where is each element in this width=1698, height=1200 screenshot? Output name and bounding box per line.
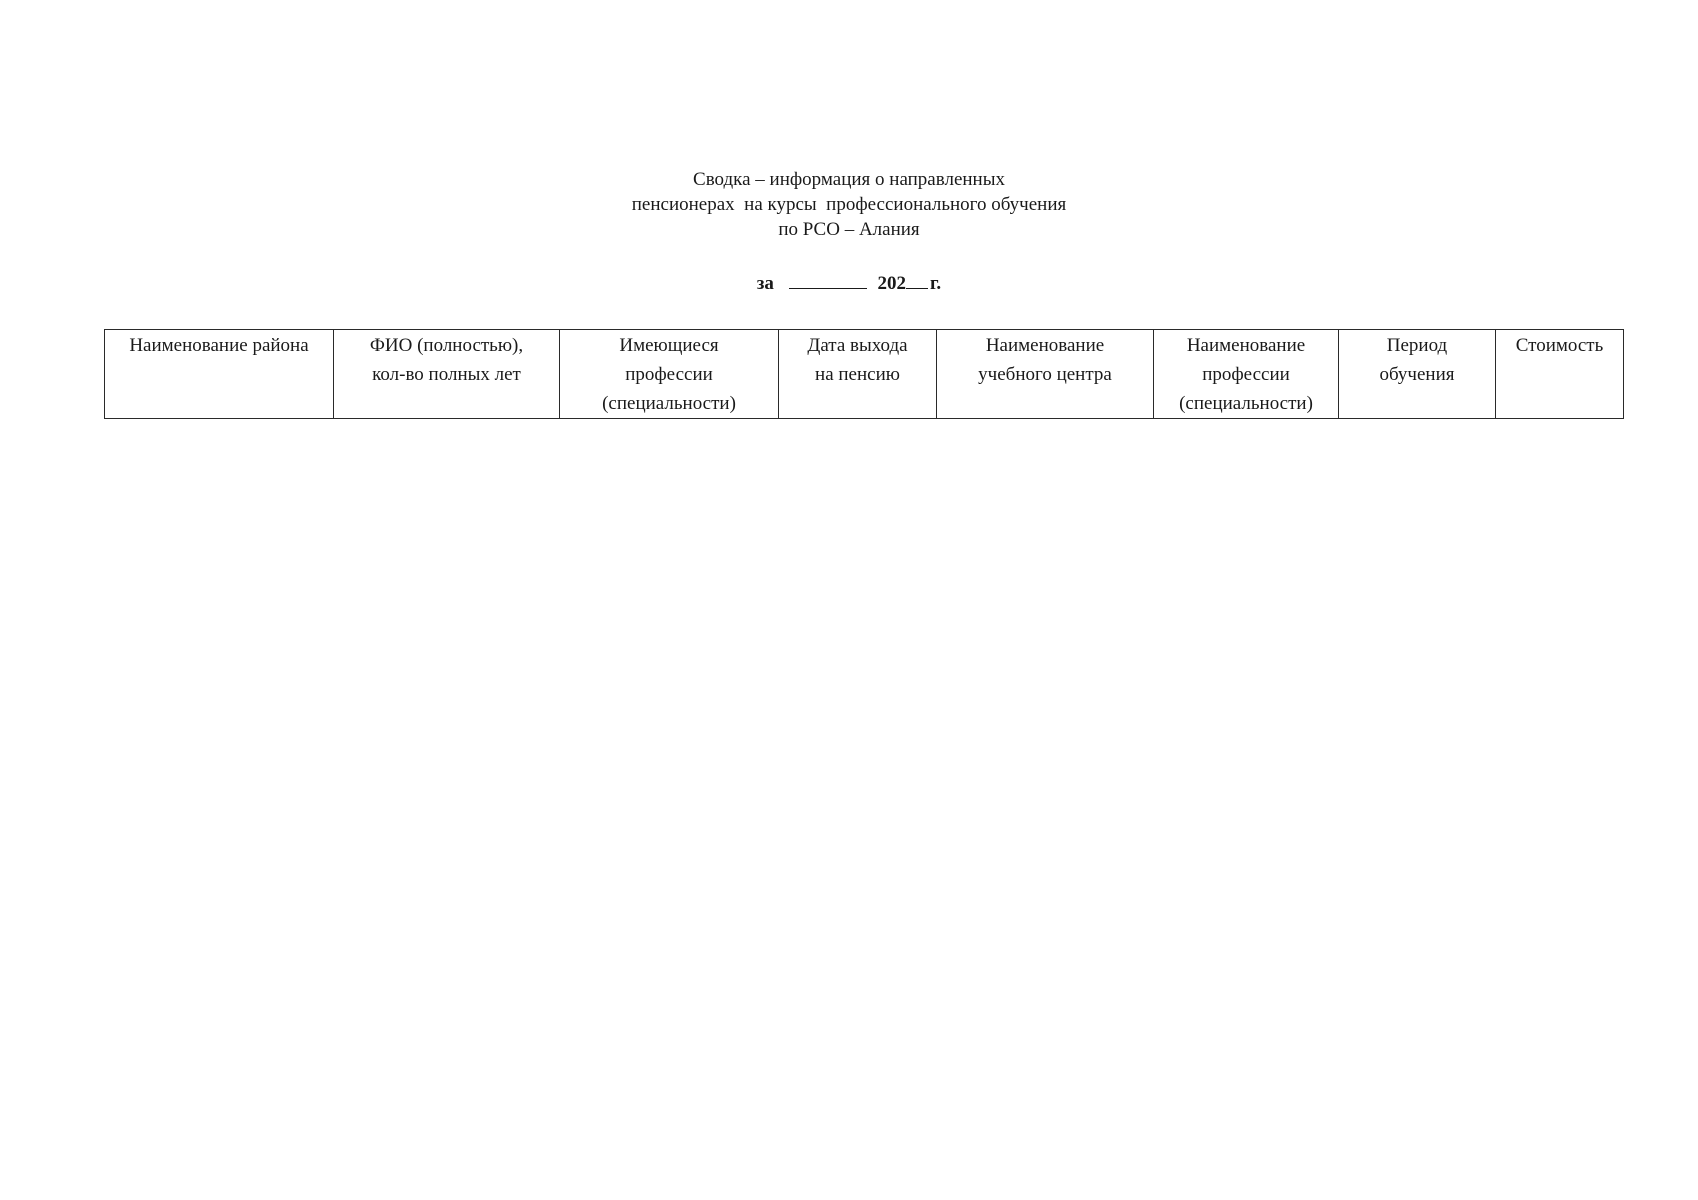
reporting-period [0, 270, 1698, 296]
header-cost: Стоимость [1496, 330, 1624, 419]
summary-table [104, 329, 1624, 419]
document-title [0, 167, 1698, 242]
period-year-prefix: 202 [877, 273, 906, 294]
period-year-blank [906, 270, 928, 289]
header-profession-name: Наименование профессии (специальности) [1154, 330, 1339, 419]
title-line-1: Сводка – информация о направленных [693, 169, 1005, 190]
header-existing-professions: Имеющиеся профессии (специальности) [560, 330, 779, 419]
period-month-blank [789, 270, 867, 289]
title-line-3: по РСО – Алания [778, 219, 920, 240]
period-prefix: за [756, 273, 774, 294]
table-header-row [105, 330, 1624, 419]
header-district-name: Наименование района [105, 330, 334, 419]
title-line-2: пенсионерах на курсы профессионального обучения [631, 194, 1067, 215]
header-training-period: Период обучения [1339, 330, 1496, 419]
header-full-name-age: ФИО (полностью), кол-во полных лет [334, 330, 560, 419]
header-retirement-date: Дата выхода на пенсию [779, 330, 937, 419]
header-training-center: Наименование учебного центра [937, 330, 1154, 419]
period-suffix: г. [929, 273, 942, 294]
